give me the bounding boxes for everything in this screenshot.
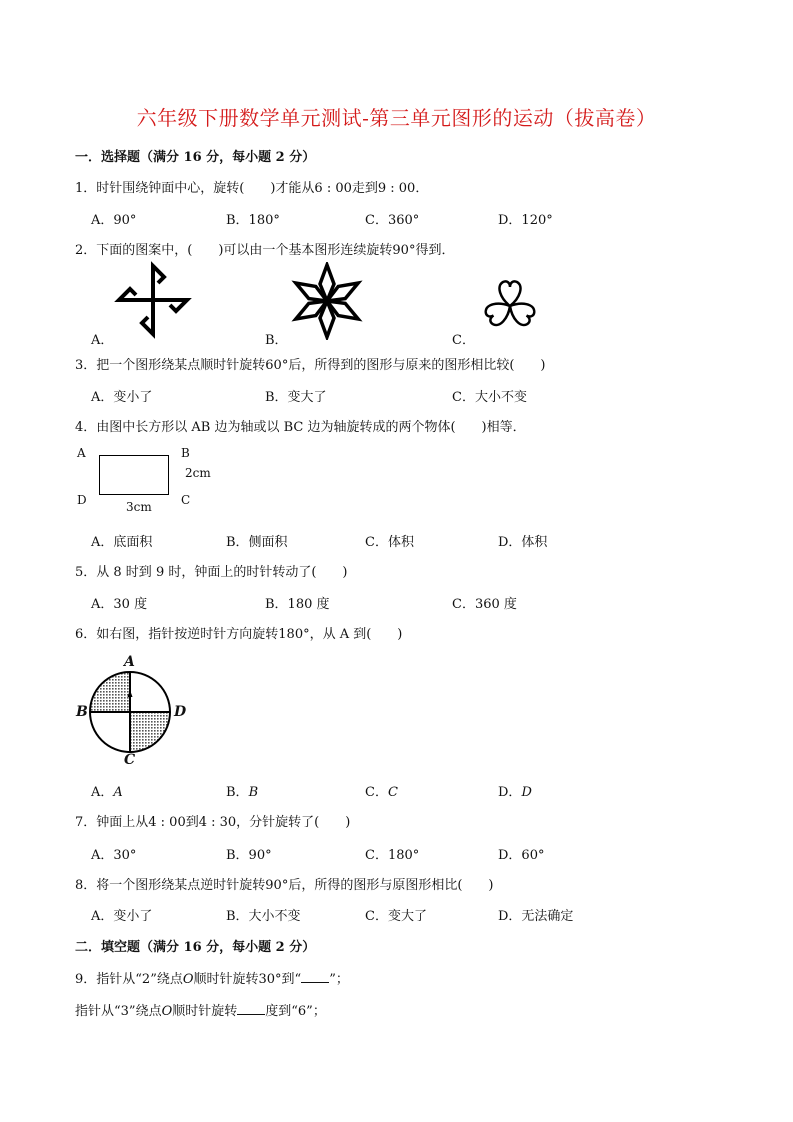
dial-label-d: D [174,704,187,720]
q5-option-c[interactable]: C．360 度 [452,597,517,612]
question-6: 6．如右图，指针按逆时针方向旋转180°，从 A 到( ) [75,627,403,642]
answer-blank-1[interactable] [301,970,329,983]
circle-dial-figure [88,670,172,754]
q5-option-b[interactable]: B．180 度 [265,597,330,612]
question-2: 2．下面的图案中，( )可以由一个基本图形连续旋转90°得到． [75,243,455,258]
q7-option-c[interactable]: C．180° [365,848,420,863]
dial-label-b: B [76,704,88,720]
q3-option-a[interactable]: A．变小了 [91,390,153,405]
page-title: 六年级下册数学单元测试-第三单元图形的运动（拔高卷） [136,106,657,130]
rectangle-figure [99,455,169,495]
q1-option-a[interactable]: A．90° [91,213,137,228]
q6-option-a[interactable]: A．A [91,785,123,800]
question-8: 8．将一个图形绕某点逆时针旋转90°后，所得的图形与原图形相比( ) [75,878,494,893]
q5-option-a[interactable]: A．30 度 [91,597,148,612]
question-4: 4．由图中长方形以 AB 边为轴或以 BC 边为轴旋转成的两个物体( )相等． [75,420,526,435]
q4-option-d[interactable]: D．体积 [498,535,548,550]
six-point-star-figure [290,262,364,340]
q2-option-b[interactable]: B． [265,333,288,348]
answer-blank-2[interactable] [237,1002,265,1015]
q2-option-a[interactable]: A． [91,333,114,348]
question-7: 7．钟面上从4 : 00到4 : 30，分针旋转了( ) [75,815,351,830]
dial-label-c: C [124,752,136,768]
section-heading-fill: 二．填空题（满分 16 分，每小题 2 分） [75,940,316,955]
q6-option-b[interactable]: B．B [226,785,259,800]
q6-option-d[interactable]: D．D [498,785,532,800]
rect-label-bottom: 3cm [126,500,152,514]
rect-label-d: D [77,493,87,507]
q2-option-c[interactable]: C． [452,333,475,348]
question-9-line-1: 9．指针从“2”绕点O顺时针旋转30°到“ ”； [75,972,349,987]
q1-option-b[interactable]: B．180° [226,213,280,228]
pinwheel-figure [114,261,192,339]
dial-label-a: A [124,654,135,670]
rect-label-a: A [77,446,86,460]
q7-option-b[interactable]: B．90° [226,848,272,863]
q6-option-c[interactable]: C．C [365,785,398,800]
rect-label-b: B [181,446,190,460]
rect-label-side: 2cm [185,466,211,480]
q8-option-d[interactable]: D．无法确定 [498,909,574,924]
q4-option-a[interactable]: A．底面积 [91,535,153,550]
q3-option-c[interactable]: C．大小不变 [452,390,527,405]
rect-label-c: C [181,493,191,507]
question-3: 3．把一个图形绕某点顺时针旋转60°后，所得到的图形与原来的图形相比较( ) [75,358,546,373]
q7-option-d[interactable]: D．60° [498,848,545,863]
q3-option-b[interactable]: B．变大了 [265,390,327,405]
q4-option-b[interactable]: B．侧面积 [226,535,288,550]
three-hearts-figure [478,274,542,338]
q1-option-c[interactable]: C．360° [365,213,420,228]
question-1: 1．时针围绕钟面中心，旋转( )才能从6 : 00走到9 : 00． [75,181,429,196]
section-heading-choice: 一．选择题（满分 16 分，每小题 2 分） [75,150,316,165]
q8-option-b[interactable]: B．大小不变 [226,909,301,924]
q7-option-a[interactable]: A．30° [91,848,137,863]
q8-option-c[interactable]: C．变大了 [365,909,427,924]
question-9-line-2: 指针从“3”绕点O顺时针旋转 度到“6”； [75,1004,326,1019]
q8-option-a[interactable]: A．变小了 [91,909,153,924]
q1-option-d[interactable]: D．120° [498,213,553,228]
question-5: 5．从 8 时到 9 时，钟面上的时针转动了( ) [75,565,348,580]
q4-option-c[interactable]: C．体积 [365,535,414,550]
